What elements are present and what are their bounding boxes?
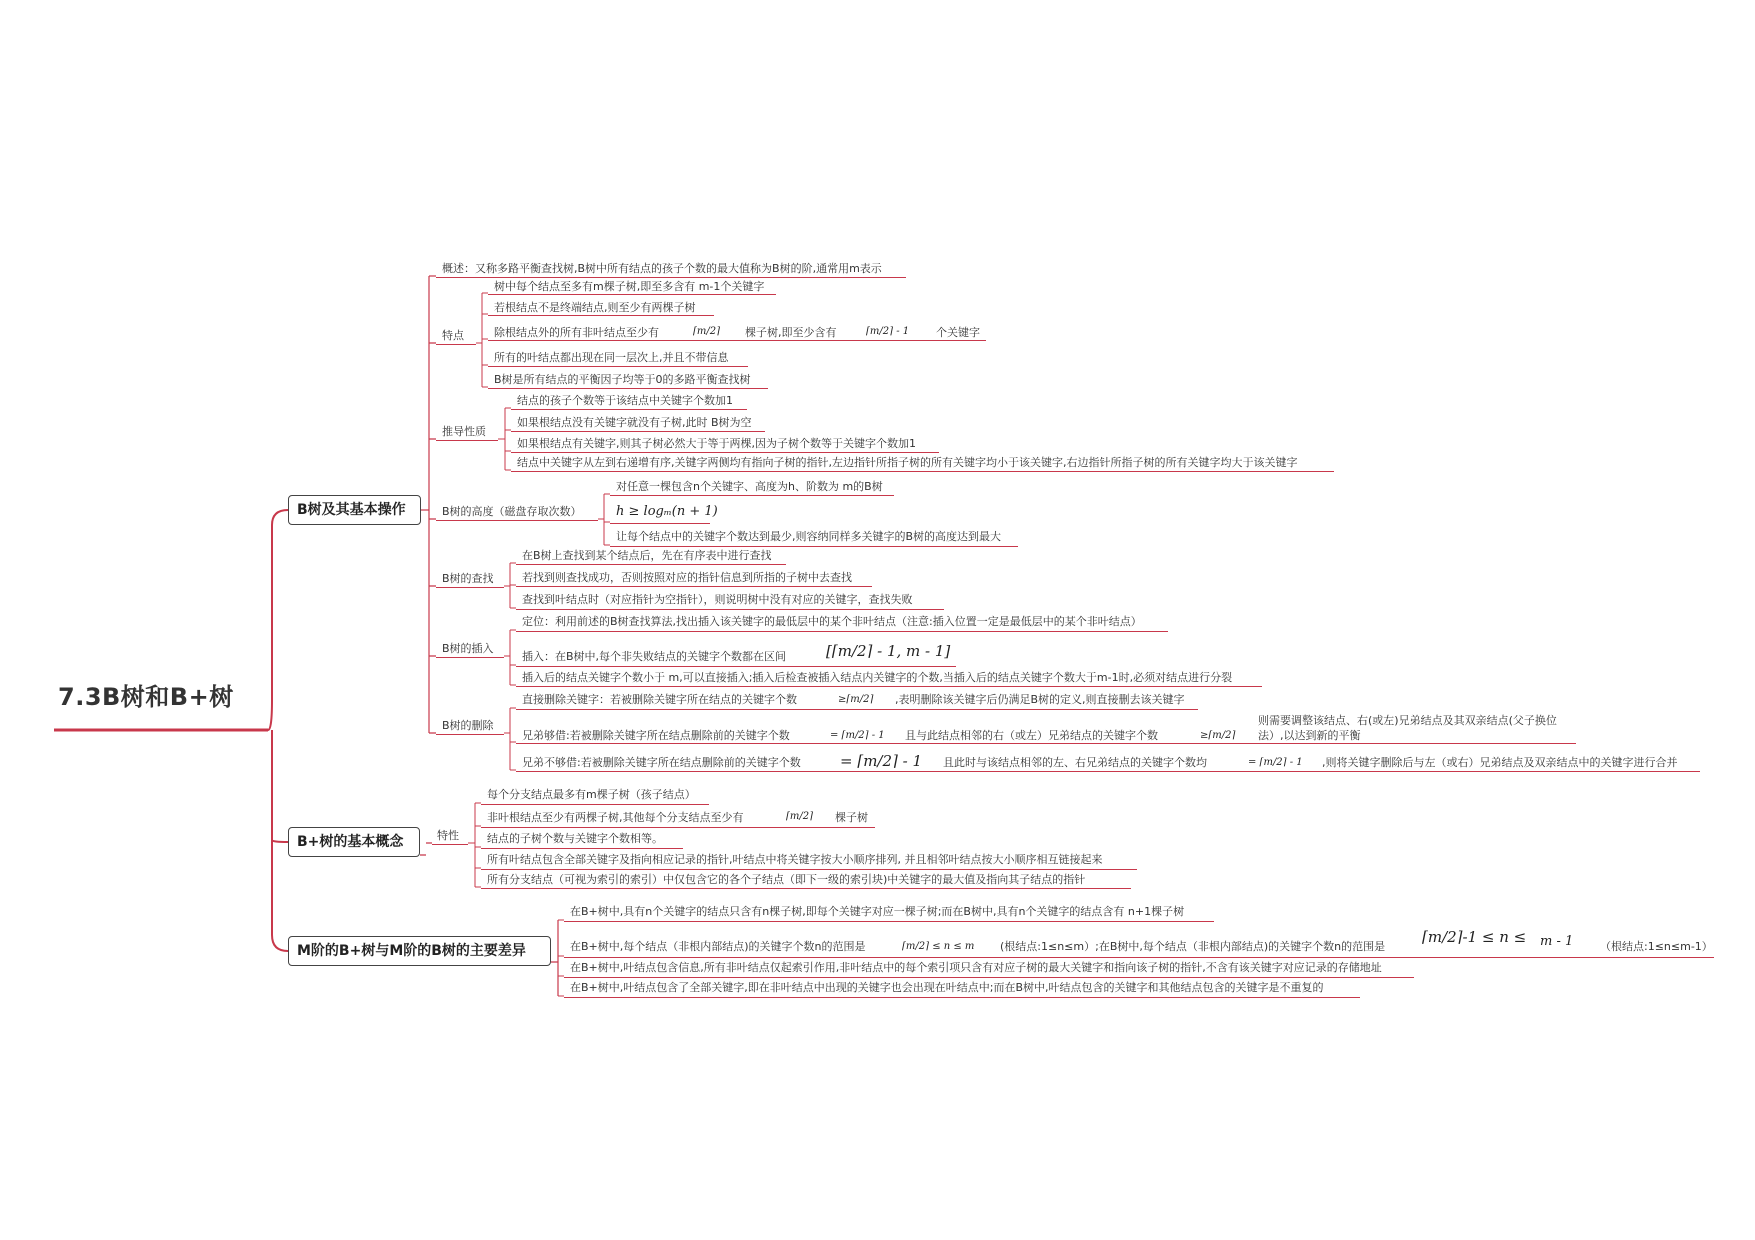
overview-node: 概述：又称多路平衡查找树,B树中所有结点的孩子个数的最大值称为B树的阶,通常用m表示 <box>442 262 882 275</box>
formula-geq-ceil: ≥⌈m/2⌉ <box>838 694 874 705</box>
height-item-1: 对任意一棵包含n个关键字、高度为h、阶数为 m的B树 <box>616 480 883 493</box>
delete-item-2-c2: 法）,以达到新的平衡 <box>1258 729 1361 742</box>
branch-bplus-concept[interactable]: B+树的基本概念 <box>288 827 420 857</box>
root-topic: 7.3B树和B+树 <box>58 683 234 711</box>
feat-item-4: 所有的叶结点都出现在同一层次上,并且不带信息 <box>494 351 729 364</box>
insert-item-2-a: 插入：在B树中,每个非失败结点的关键字个数都在区间 <box>522 650 787 663</box>
feat-item-5: B树是所有结点的平衡因子均等于0的多路平衡查找树 <box>494 373 751 386</box>
underline <box>432 844 468 845</box>
underline <box>610 495 894 496</box>
bplus-item-4: 所有叶结点包含全部关键字及指向相应记录的指针,叶结点中将关键字按大小顺序排列, 并且相邻叶结点按大小顺序相互链接起来 <box>487 853 1103 866</box>
underline <box>481 848 683 849</box>
underline <box>516 709 1198 710</box>
underline <box>436 440 498 441</box>
underline <box>436 734 504 735</box>
insert-label: B树的插入 <box>442 642 494 655</box>
underline <box>511 431 765 432</box>
formula-ceil-m2-minus1: ⌈m/2⌉ - 1 <box>866 326 910 337</box>
feat-item-2: 若根结点不是终端结点,则至少有两棵子树 <box>494 301 696 314</box>
underline <box>516 631 1168 632</box>
underline <box>516 771 1700 772</box>
delete-item-2-c1: 则需要调整该结点、右(或左)兄弟结点及其双亲结点(父子换位 <box>1258 714 1557 727</box>
diff-item-1: 在B+树中,具有n个关键字的结点只含有n棵子树,即每个关键字对应一棵子树;而在B树中,具有n个关键字的结点含有 n+1棵子树 <box>570 905 1185 918</box>
underline <box>610 546 1018 547</box>
diff-item-2-b: (根结点:1≤n≤m）;在B树中,每个结点（非根内部结点)的关键字个数n的范围是 <box>1000 940 1386 953</box>
feat-label: 特点 <box>442 329 464 342</box>
underline <box>516 686 1262 687</box>
formula-bplus-range: ⌈m/2⌉ ≤ n ≤ m <box>902 941 975 952</box>
height-item-3: 让每个结点中的关键字个数达到最少,则容纳同样多关键字的B树的高度达到最大 <box>616 530 1002 543</box>
underline <box>488 388 768 389</box>
bplus-feat-label: 特性 <box>437 829 459 842</box>
insert-item-1: 定位：利用前述的B树查找算法,找出插入该关键字的最低层中的某个非叶结点（注意:插入位置一定是最低层中的某个非叶结点） <box>522 615 1142 628</box>
diff-item-2-c: （根结点:1≤n≤m-1） <box>1600 940 1713 953</box>
feat-item-3-c: 个关键字 <box>936 326 980 339</box>
formula-m-minus-1: m - 1 <box>1540 934 1574 949</box>
infer-label: 推导性质 <box>442 425 486 438</box>
underline <box>511 452 939 453</box>
underline <box>481 827 875 828</box>
insert-range-formula: [⌈m/2⌉ - 1, m - 1] <box>826 642 951 660</box>
underline <box>511 471 1334 472</box>
underline <box>481 869 1137 870</box>
bplus-item-1: 每个分支结点最多有m棵子树（孩子结点） <box>487 788 696 801</box>
infer-item-2: 如果根结点没有关键字就没有子树,此时 B树为空 <box>517 416 752 429</box>
search-item-3: 查找到叶结点时（对应指针为空指针），则说明树中没有对应的关键字，查找失败 <box>522 593 913 606</box>
underline <box>436 657 504 658</box>
diff-item-4: 在B+树中,叶结点包含了全部关键字,即在非叶结点中出现的关键字也会出现在叶结点中;而在B树中,叶结点包含的关键字和其他结点包含的关键字是不重复的 <box>570 981 1324 994</box>
delete-label: B树的删除 <box>442 719 494 732</box>
delete-item-1-a: 直接删除关键字：若被删除关键字所在结点的关键字个数 <box>522 693 797 706</box>
formula-eq-ceil-minus1: = ⌈m/2⌉ - 1 <box>830 730 885 741</box>
branch-differences[interactable]: M阶的B+树与M阶的B树的主要差异 <box>288 936 551 966</box>
underline <box>488 340 986 341</box>
bplus-item-5: 所有分支结点（可视为索引的索引）中仅包含它的各个子结点（即下一级的索引块)中关键字的最大值及指向其子结点的指针 <box>487 873 1086 886</box>
delete-item-3-c: ,则将关键字删除后与左（或右）兄弟结点及双亲结点中的关键字进行合并 <box>1322 756 1678 769</box>
underline <box>516 586 872 587</box>
underline <box>511 409 747 410</box>
underline <box>564 997 1360 998</box>
search-item-2: 若找到则查找成功，否则按照对应的指针信息到所指的子树中去查找 <box>522 571 852 584</box>
insert-item-3: 插入后的结点关键字个数小于 m,可以直接插入;插入后检查被插入结点内关键字的个数,当插入后的结点关键字个数大于m-1时,必须对结点进行分裂 <box>522 671 1233 684</box>
search-label: B树的查找 <box>442 572 494 585</box>
underline <box>488 294 776 295</box>
formula-eq-ceil-minus1-large: = ⌈m/2⌉ - 1 <box>840 752 923 770</box>
feat-item-3-a: 除根结点外的所有非叶结点至少有 <box>494 326 659 339</box>
underline <box>516 743 1576 744</box>
delete-item-3-a: 兄弟不够借:若被删除关键字所在结点删除前的关键字个数 <box>522 756 801 769</box>
underline <box>436 277 906 278</box>
underline <box>488 315 714 316</box>
underline <box>564 957 1714 958</box>
height-formula: h ≥ logₘ(n + 1) <box>616 504 718 519</box>
infer-item-3: 如果根结点有关键字,则其子树必然大于等于两棵,因为子树个数等于关键字个数加1 <box>517 437 916 450</box>
formula-ceil-m2-b: ⌈m/2⌉ <box>786 811 814 822</box>
underline <box>436 587 504 588</box>
formula-geq-ceil-2: ≥⌈m/2⌉ <box>1200 730 1236 741</box>
underline <box>481 804 709 805</box>
underline <box>610 523 710 524</box>
branch-btree-basic[interactable]: B树及其基本操作 <box>288 495 421 525</box>
infer-item-4: 结点中关键字从左到右递增有序,关键字两侧均有指向子树的指针,左边指针所指子树的所有关键字均小于该关键字,右边指针所指子树的所有关键字均大于该关键字 <box>517 456 1298 469</box>
diff-item-2-a: 在B+树中,每个结点（非根内部结点)的关键字个数n的范围是 <box>570 940 866 953</box>
bplus-item-2-a: 非叶根结点至少有两棵子树,其他每个分支结点至少有 <box>487 811 744 824</box>
delete-item-1-b: ,表明删除该关键字后仍满足B树的定义,则直接删去该关键字 <box>895 693 1185 706</box>
underline <box>564 977 1414 978</box>
delete-item-2-b: 且与此结点相邻的右（或左）兄弟结点的关键字个数 <box>905 729 1158 742</box>
infer-item-1: 结点的孩子个数等于该结点中关键字个数加1 <box>517 394 733 407</box>
delete-item-3-b: 且此时与该结点相邻的左、右兄弟结点的关键字个数均 <box>943 756 1207 769</box>
diff-item-3: 在B+树中,叶结点包含信息,所有非叶结点仅起索引作用,非叶结点中的每个索引项只含有对应子树的最大关键字和指向该子树的指针,不含有该关键字对应记录的存储地址 <box>570 961 1382 974</box>
underline <box>516 666 956 667</box>
bplus-item-2-b: 棵子树 <box>835 811 868 824</box>
delete-item-2-a: 兄弟够借:若被删除关键字所在结点删除前的关键字个数 <box>522 729 790 742</box>
search-item-1: 在B树上查找到某个结点后，先在有序表中进行查找 <box>522 549 772 562</box>
feat-item-3-b: 棵子树,即至少含有 <box>745 326 837 339</box>
underline <box>436 520 598 521</box>
bplus-item-3: 结点的子树个数与关键字个数相等。 <box>487 832 663 845</box>
formula-eq-ceil-minus1-2: = ⌈m/2⌉ - 1 <box>1248 757 1303 768</box>
formula-btree-range: ⌈m/2⌉-1 ≤ n ≤ <box>1422 928 1527 946</box>
underline <box>564 921 1214 922</box>
underline <box>516 564 786 565</box>
underline <box>481 888 1131 889</box>
height-label: B树的高度（磁盘存取次数） <box>442 505 582 518</box>
formula-ceil-m2: ⌈m/2⌉ <box>693 326 721 337</box>
underline <box>516 609 944 610</box>
underline <box>436 344 476 345</box>
feat-item-1: 树中每个结点至多有m棵子树,即至多含有 m-1个关键字 <box>494 280 765 293</box>
underline <box>488 366 748 367</box>
